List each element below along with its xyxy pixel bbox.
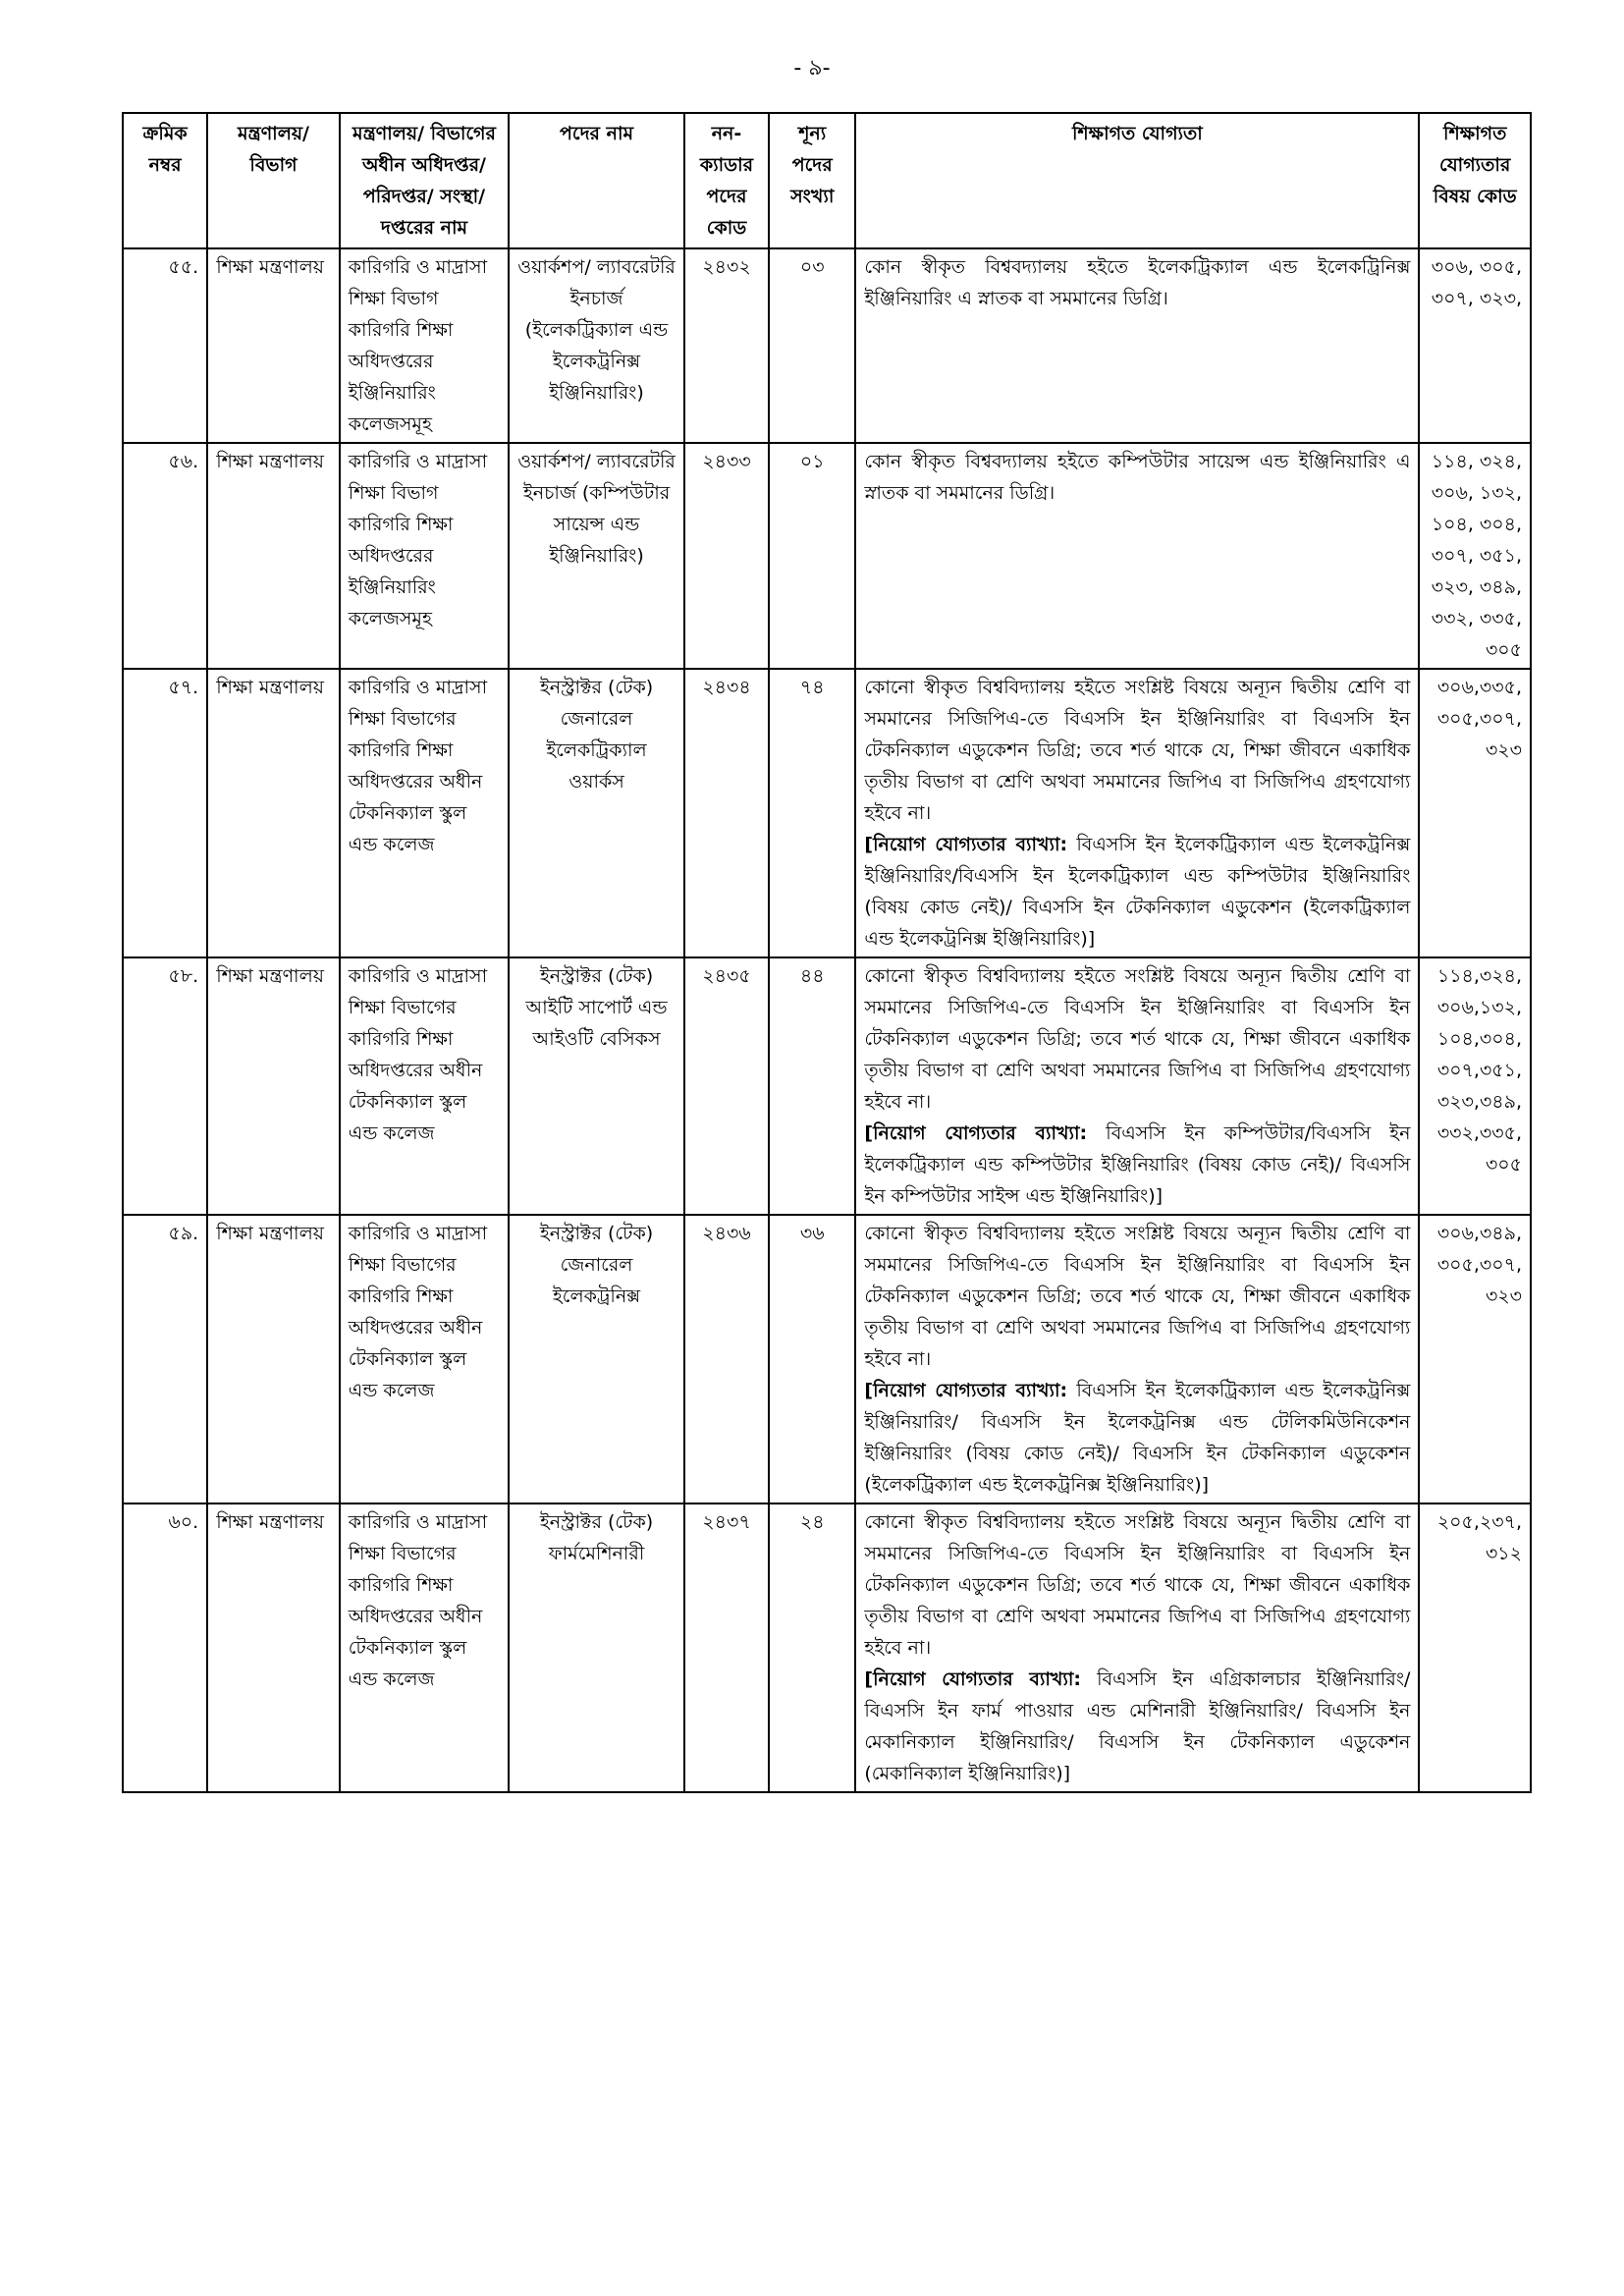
post-cell: ইনস্ট্রাক্টর (টেক) ফার্মমেশিনারী bbox=[509, 1503, 684, 1792]
table-row bbox=[123, 248, 1531, 443]
dept-cell: কারিগরি ও মাদ্রাসা শিক্ষা বিভাগের কারিগরি শিক্ষা অধিদপ্তরের অধীন টেকনিক্যাল স্কুল এন্ড কলেজ bbox=[340, 957, 509, 1215]
post-cell: ওয়ার্কশপ/ ল্যাবরেটরি ইনচার্জ (ইলেকট্রিক্যাল এন্ড ইলেকট্রনিক্স ইঞ্জিনিয়ারিং) bbox=[509, 248, 684, 443]
dept-cell: কারিগরি ও মাদ্রাসা শিক্ষা বিভাগ কারিগরি শিক্ষা অধিদপ্তরের ইঞ্জিনিয়ারিং কলেজসমূহ bbox=[340, 248, 509, 443]
vacancy-table bbox=[122, 112, 1532, 1793]
qualification-cell bbox=[855, 957, 1419, 1215]
header-qualification: শিক্ষাগত যোগ্যতা bbox=[855, 113, 1419, 248]
serial-cell: ৬০. bbox=[123, 1503, 207, 1792]
header-post: পদের নাম bbox=[509, 113, 684, 248]
post-cell: ইনস্ট্রাক্টর (টেক) জেনারেল ইলেকট্রনিক্স bbox=[509, 1215, 684, 1503]
header-vacancy: শূন্য পদের সংখ্যা bbox=[769, 113, 855, 248]
subject-code-cell: ১১৪, ৩২৪, ৩০৬, ১৩২, ১০৪, ৩০৪, ৩০৭, ৩৫১, ৩২৩, ৩৪৯, ৩৩২, ৩৩৫, ৩০৫ bbox=[1419, 443, 1531, 669]
subject-code-cell: ৩০৬,৩৩৫, ৩০৫,৩০৭, ৩২৩ bbox=[1419, 669, 1531, 957]
qualification-text: কোনো স্বীকৃত বিশ্ববিদ্যালয় হইতে সংশ্লিষ্ট বিষয়ে অন্যূন দ্বিতীয় শ্রেণি বা সমমানের সিজিপিএ-তে বিএসসি ইন ইঞ্জিনিয়ারিং বা বিএসসি ইন টেকনিক্যাল এডুকেশন ডিগ্রি; তবে শর্ত থাকে যে, শিক্ষা জীবনে একাধিক তৃতীয় বিভাগ বা শ্রেণি অথবা সমমানের জিপিএ বা সিজিপিএ গ্রহণযোগ্য হইবে না। bbox=[864, 677, 1411, 824]
serial-cell: ৫৯. bbox=[123, 1215, 207, 1503]
post-cell: ইনস্ট্রাক্টর (টেক) আইটি সাপোর্ট এন্ড আইওটি বেসিকস bbox=[509, 957, 684, 1215]
qualification-text: কোনো স্বীকৃত বিশ্ববিদ্যালয় হইতে সংশ্লিষ্ট বিষয়ে অন্যূন দ্বিতীয় শ্রেণি বা সমমানের সিজিপিএ-তে বিএসসি ইন ইঞ্জিনিয়ারিং বা বিএসসি ইন টেকনিক্যাল এডুকেশন ডিগ্রি; তবে শর্ত থাকে যে, শিক্ষা জীবনে একাধিক তৃতীয় বিভাগ বা শ্রেণি অথবা সমমানের জিপিএ বা সিজিপিএ গ্রহণযোগ্য হইবে না। bbox=[864, 1511, 1411, 1659]
serial-cell: ৫৭. bbox=[123, 669, 207, 957]
dept-cell: কারিগরি ও মাদ্রাসা শিক্ষা বিভাগের কারিগরি শিক্ষা অধিদপ্তরের অধীন টেকনিক্যাল স্কুল এন্ড কলেজ bbox=[340, 669, 509, 957]
table-row bbox=[123, 669, 1531, 957]
table-row bbox=[123, 957, 1531, 1215]
code-cell: ২৪৩২ bbox=[684, 248, 769, 443]
subject-code-cell: ২০৫,২৩৭, ৩১২ bbox=[1419, 1503, 1531, 1792]
vacancy-cell: ৩৬ bbox=[769, 1215, 855, 1503]
qualification-text: কোনো স্বীকৃত বিশ্ববিদ্যালয় হইতে সংশ্লিষ্ট বিষয়ে অন্যূন দ্বিতীয় শ্রেণি বা সমমানের সিজিপিএ-তে বিএসসি ইন ইঞ্জিনিয়ারিং বা বিএসসি ইন টেকনিক্যাল এডুকেশন ডিগ্রি; তবে শর্ত থাকে যে, শিক্ষা জীবনে একাধিক তৃতীয় বিভাগ বা শ্রেণি অথবা সমমানের জিপিএ বা সিজিপিএ গ্রহণযোগ্য হইবে না। bbox=[864, 1223, 1411, 1370]
header-code: নন-ক্যাডার পদের কোড bbox=[684, 113, 769, 248]
qualification-cell bbox=[855, 248, 1419, 443]
header-dept: মন্ত্রণালয়/ বিভাগের অধীন অধিদপ্তর/ পরিদপ্তর/ সংস্থা/ দপ্তরের নাম bbox=[340, 113, 509, 248]
code-cell: ২৪৩৬ bbox=[684, 1215, 769, 1503]
code-cell: ২৪৩৭ bbox=[684, 1503, 769, 1792]
serial-cell: ৫৮. bbox=[123, 957, 207, 1215]
table-row bbox=[123, 1215, 1531, 1503]
header-ministry: মন্ত্রণালয়/ বিভাগ bbox=[207, 113, 340, 248]
ministry-cell: শিক্ষা মন্ত্রণালয় bbox=[207, 248, 340, 443]
header-subject-code: শিক্ষাগত যোগ্যতার বিষয় কোড bbox=[1419, 113, 1531, 248]
qualification-cell bbox=[855, 1215, 1419, 1503]
vacancy-cell: ৭৪ bbox=[769, 669, 855, 957]
post-cell: ওয়ার্কশপ/ ল্যাবরেটরি ইনচার্জ (কম্পিউটার সায়েন্স এন্ড ইঞ্জিনিয়ারিং) bbox=[509, 443, 684, 669]
vacancy-cell: ২৪ bbox=[769, 1503, 855, 1792]
header-serial: ক্রমিক নম্বর bbox=[123, 113, 207, 248]
ministry-cell: শিক্ষা মন্ত্রণালয় bbox=[207, 957, 340, 1215]
explanation-label: [নিয়োগ যোগ্যতার ব্যাখ্যা: bbox=[864, 834, 1068, 855]
code-cell: ২৪৩৪ bbox=[684, 669, 769, 957]
qualification-cell bbox=[855, 1503, 1419, 1792]
explanation-label: [নিয়োগ যোগ্যতার ব্যাখ্যা: bbox=[864, 1668, 1082, 1690]
subject-code-cell: ৩০৬, ৩০৫, ৩০৭, ৩২৩, bbox=[1419, 248, 1531, 443]
ministry-cell: শিক্ষা মন্ত্রণালয় bbox=[207, 1503, 340, 1792]
qualification-text: কোনো স্বীকৃত বিশ্ববিদ্যালয় হইতে সংশ্লিষ্ট বিষয়ে অন্যূন দ্বিতীয় শ্রেণি বা সমমানের সিজিপিএ-তে বিএসসি ইন ইঞ্জিনিয়ারিং বা বিএসসি ইন টেকনিক্যাল এডুকেশন ডিগ্রি; তবে শর্ত থাকে যে, শিক্ষা জীবনে একাধিক তৃতীয় বিভাগ বা শ্রেণি অথবা সমমানের জিপিএ বা সিজিপিএ গ্রহণযোগ্য হইবে না। bbox=[864, 965, 1411, 1113]
explanation-label: [নিয়োগ যোগ্যতার ব্যাখ্যা: bbox=[864, 1122, 1088, 1144]
qualification-cell bbox=[855, 669, 1419, 957]
ministry-cell: শিক্ষা মন্ত্রণালয় bbox=[207, 669, 340, 957]
qualification-text: কোন স্বীকৃত বিশ্ববদ্যালয় হইতে ইলেকট্রিক্যাল এন্ড ইলেকট্রিনিক্স ইঞ্জিনিয়ারিং এ স্নাতক বা সমমানের ডিগ্রি। bbox=[864, 256, 1411, 309]
table-header-row bbox=[123, 113, 1531, 248]
ministry-cell: শিক্ষা মন্ত্রণালয় bbox=[207, 443, 340, 669]
vacancy-cell: ৪৪ bbox=[769, 957, 855, 1215]
table-row bbox=[123, 443, 1531, 669]
subject-code-cell: ৩০৬,৩৪৯, ৩০৫,৩০৭, ৩২৩ bbox=[1419, 1215, 1531, 1503]
code-cell: ২৪৩৫ bbox=[684, 957, 769, 1215]
serial-cell: ৫৬. bbox=[123, 443, 207, 669]
subject-code-cell: ১১৪,৩২৪, ৩০৬,১৩২, ১০৪,৩০৪, ৩০৭,৩৫১, ৩২৩,৩৪৯, ৩৩২,৩৩৫, ৩০৫ bbox=[1419, 957, 1531, 1215]
dept-cell: কারিগরি ও মাদ্রাসা শিক্ষা বিভাগ কারিগরি শিক্ষা অধিদপ্তরের ইঞ্জিনিয়ারিং কলেজসমূহ bbox=[340, 443, 509, 669]
post-cell: ইনস্ট্রাক্টর (টেক) জেনারেল ইলেকট্রিক্যাল ওয়ার্কস bbox=[509, 669, 684, 957]
code-cell: ২৪৩৩ bbox=[684, 443, 769, 669]
ministry-cell: শিক্ষা মন্ত্রণালয় bbox=[207, 1215, 340, 1503]
explanation-text: বিএসসি ইন কম্পিউটার/বিএসসি ইন ইলেকট্রিক্যাল এন্ড কম্পিউটার ইঞ্জিনিয়ারিং (বিষয় কোড নেই)/ বিএসসি ইন কম্পিউটার সাইন্স এন্ড ইঞ্জিনিয়ারিং)] bbox=[864, 1122, 1411, 1207]
page-number: - ৯- bbox=[793, 56, 831, 81]
serial-cell: ৫৫. bbox=[123, 248, 207, 443]
explanation-text: বিএসসি ইন এগ্রিকালচার ইঞ্জিনিয়ারিং/ বিএসসি ইন ফার্ম পাওয়ার এন্ড মেশিনারী ইঞ্জিনিয়ারিং/ বিএসসি ইন মেকানিক্যাল ইঞ্জিনিয়ারিং/ বিএসসি ইন টেকনিক্যাল এডুকেশন (মেকানিক্যাল ইঞ্জিনিয়ারিং)] bbox=[864, 1668, 1411, 1784]
table-row bbox=[123, 1503, 1531, 1792]
dept-cell: কারিগরি ও মাদ্রাসা শিক্ষা বিভাগের কারিগরি শিক্ষা অধিদপ্তরের অধীন টেকনিক্যাল স্কুল এন্ড কলেজ bbox=[340, 1503, 509, 1792]
qualification-cell bbox=[855, 443, 1419, 669]
explanation-label: [নিয়োগ যোগ্যতার ব্যাখ্যা: bbox=[864, 1380, 1068, 1401]
explanation-text: বিএসসি ইন ইলেকট্রিক্যাল এন্ড ইলেকট্রনিক্স ইঞ্জিনিয়ারিং/বিএসসি ইন ইলেকট্রিক্যাল এন্ড কম্পিউটার ইঞ্জিনিয়ারিং (বিষয় কোড নেই)/ বিএসসি ইন টেকনিক্যাল এডুকেশন (ইলেকট্রিক্যাল এন্ড ইলেকট্রনিক্স ইঞ্জিনিয়ারিং)] bbox=[864, 834, 1411, 950]
dept-cell: কারিগরি ও মাদ্রাসা শিক্ষা বিভাগের কারিগরি শিক্ষা অধিদপ্তরের অধীন টেকনিক্যাল স্কুল এন্ড কলেজ bbox=[340, 1215, 509, 1503]
explanation-text: বিএসসি ইন ইলেকট্রিক্যাল এন্ড ইলেকট্রনিক্স ইঞ্জিনিয়ারিং/ বিএসসি ইন ইলেকট্রনিক্স এন্ড টেলিকমিউনিকেশন ইঞ্জিনিয়ারিং (বিষয় কোড নেই)/ বিএসসি ইন টেকনিক্যাল এডুকেশন (ইলেকট্রিক্যাল এন্ড ইলেকট্রনিক্স ইঞ্জিনিয়ারিং)] bbox=[864, 1380, 1411, 1496]
qualification-text: কোন স্বীকৃত বিশ্ববদ্যালয় হইতে কম্পিউটার সায়েন্স এন্ড ইঞ্জিনিয়ারিং এ স্নাতক বা সমমানের ডিগ্রি। bbox=[864, 451, 1411, 504]
vacancy-cell: ০৩ bbox=[769, 248, 855, 443]
vacancy-cell: ০১ bbox=[769, 443, 855, 669]
